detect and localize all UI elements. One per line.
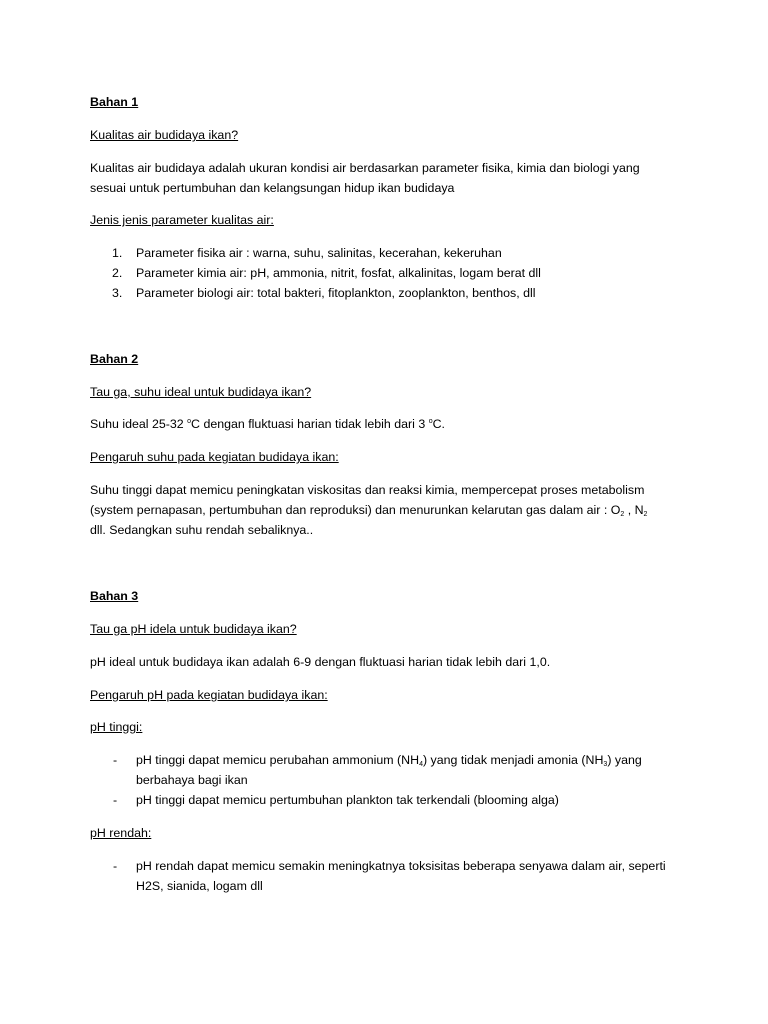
list-marker: 2. [112,266,123,280]
section-2-question: Tau ga, suhu ideal untuk budidaya ikan? [90,385,312,399]
section-1-paragraph-line-2: sesuai untuk pertumbuhan dan kelangsungan hidup ikan budidaya [90,181,455,195]
section-1-heading: Bahan 1 [90,95,139,109]
section-1-paragraph-line-1: Kualitas air budidaya adalah ukuran kondisi air berdasarkan parameter fisika, kimia dan biologi yang [90,161,640,175]
bullet-dash: - [113,753,118,767]
ph-low-label: pH rendah: [90,826,152,840]
ph-low-item-1-line-2: H2S, sianida, logam dll [136,879,263,893]
section-2-heading: Bahan 2 [90,352,139,366]
section-3-question: Tau ga pH idela untuk budidaya ikan? [90,622,297,636]
section-1-question: Kualitas air budidaya ikan? [90,128,239,142]
list-marker: 1. [112,246,123,260]
list-marker: 3. [112,286,123,300]
section-3-heading: Bahan 3 [90,589,139,603]
bullet-dash: - [113,859,118,873]
section-2-subheading: Pengaruh suhu pada kegiatan budidaya ikan: [90,450,339,464]
list-item: Parameter biologi air: total bakteri, fitoplankton, zooplankton, benthos, dll [136,286,536,300]
section-3-subheading: Pengaruh pH pada kegiatan budidaya ikan: [90,688,328,702]
list-item: Parameter kimia air: pH, ammonia, nitrit, fosfat, alkalinitas, logam berat dll [136,266,541,280]
bullet-dash: - [113,793,118,807]
section-1-subheading: Jenis jenis parameter kualitas air: [90,213,274,227]
section-3-ideal-ph: pH ideal untuk budidaya ikan adalah 6-9 dengan fluktuasi harian tidak lebih dari 1,0. [90,655,551,669]
list-item: Parameter fisika air : warna, suhu, salinitas, kecerahan, kekeruhan [136,246,502,260]
section-2-ideal-temperature: Suhu ideal 25-32 $^o$C dengan fluktuasi harian tidak lebih dari 3 $^o$C. [90,417,445,431]
ph-high-label: pH tinggi: [90,720,143,734]
ph-high-item-1-line-1: pH tinggi dapat memicu perubahan ammonium $(NH_4)$ yang tidak menjadi amonia $(NH_3)$ yang [136,753,642,768]
ph-low-item-1-line-1: pH rendah dapat memicu semakin meningkatnya toksisitas beberapa senyawa dalam air, seperti [136,859,666,873]
ph-high-item-2: pH tinggi dapat memicu pertumbuhan plankton tak terkendali (blooming alga) [136,793,559,807]
section-2-paragraph-line-1: Suhu tinggi dapat memicu peningkatan viskositas dan reaksi kimia, mempercepat proses metabolism [90,483,645,497]
ph-high-item-1-line-2: berbahaya bagi ikan [136,773,248,787]
section-2-paragraph-line-3: dll. Sedangkan suhu rendah sebaliknya.. [90,523,314,537]
section-2-paragraph-line-2: (system pernapasan, pertumbuhan dan reproduksi) dan menurunkan kelarutan gas dalam air : $O_2$ , $N_2$ [90,503,648,518]
